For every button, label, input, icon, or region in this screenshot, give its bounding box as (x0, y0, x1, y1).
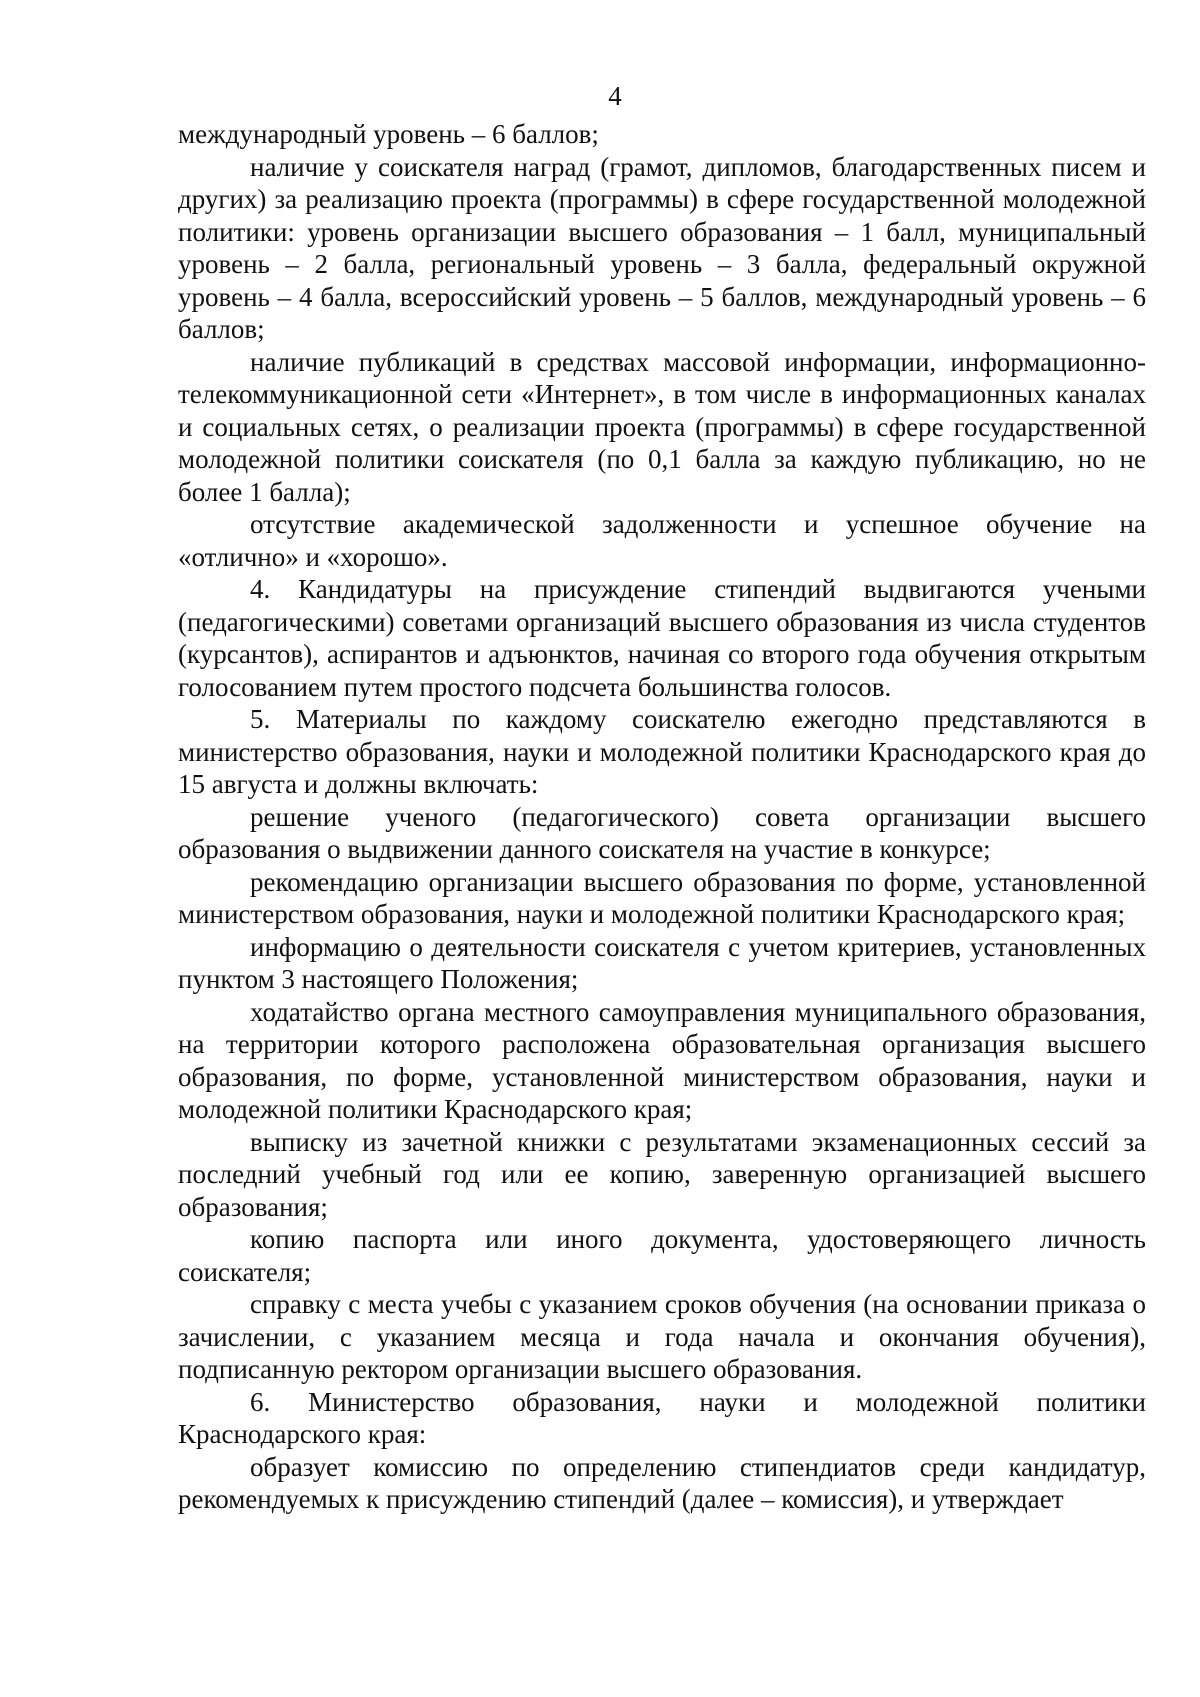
paragraph: отсутствие академической задолженности и успешное обучение на «отлично» и «хорошо». (178, 509, 1146, 572)
paragraph: ходатайство органа местного самоуправления муниципального образования, на территории которого расположена образовательная организация высшего образования, по форме, установленной министерством образования, науки и молодежной политики Краснодарского края; (178, 996, 1146, 1124)
page-number: 4 (608, 81, 622, 111)
paragraph: 5. Материалы по каждому соискателю ежегодно представляются в министерство образования, науки и молодежной политики Краснодарского края до 15 августа и должны включать: (178, 704, 1146, 799)
paragraph: рекомендацию организации высшего образования по форме, установленной министерством образования, науки и молодежной политики Краснодарского края; (178, 866, 1146, 929)
paragraph: информацию о деятельности соискателя с учетом критериев, установленных пунктом 3 настоящего Положения; (178, 931, 1146, 994)
paragraph: копию паспорта или иного документа, удостоверяющего личность соискателя; (178, 1224, 1146, 1287)
document-body (178, 118, 1146, 1516)
paragraph: международный уровень – 6 баллов; (178, 119, 599, 149)
paragraph: наличие публикаций в средствах массовой информации, информационно-телекоммуникационной сети «Интернет», в том числе в информационных каналах и социальных сетях, о реализации проекта (программы) в сфере государственной молодежной политики соискателя (по 0,1 балла за каждую публикацию, но не более 1 балла); (178, 346, 1146, 507)
paragraph: 4. Кандидатуры на присуждение стипендий выдвигаются учеными (педагогическими) советами организаций высшего образования из числа студентов (курсантов), аспирантов и адъюнктов, начиная со второго года обучения открытым голосованием путем простого подсчета большинства голосов. (178, 574, 1146, 702)
paragraph: 6. Министерство образования, науки и молодежной политики Краснодарского края: (178, 1386, 1146, 1449)
paragraph: справку с места учебы с указанием сроков обучения (на основании приказа о зачислении, с указанием месяца и года начала и окончания обучения), подписанную ректором организации высшего образования. (178, 1289, 1146, 1384)
paragraph: выписку из зачетной книжки с результатами экзаменационных сессий за последний учебный год или ее копию, заверенную организацией высшего образования; (178, 1126, 1146, 1222)
paragraph: наличие у соискателя наград (грамот, дипломов, благодарственных писем и других) за реализацию проекта (программы) в сфере государственной молодежной политики: уровень организации высшего образования – 1 балл, муниципальный уровень – 2 балла, региональный уровень – 3 балла, федеральный окружной уровень – 4 балла, всероссийский уровень – 5 баллов, международный уровень – 6 баллов; (178, 151, 1146, 344)
paragraph: решение ученого (педагогического) совета организации высшего образования о выдвижении данного соискателя на участие в конкурсе; (178, 801, 1146, 864)
paragraph: образует комиссию по определению стипендиатов среди кандидатур, рекомендуемых к присуждению стипендий (далее – комиссия), и утверждает (178, 1451, 1146, 1514)
